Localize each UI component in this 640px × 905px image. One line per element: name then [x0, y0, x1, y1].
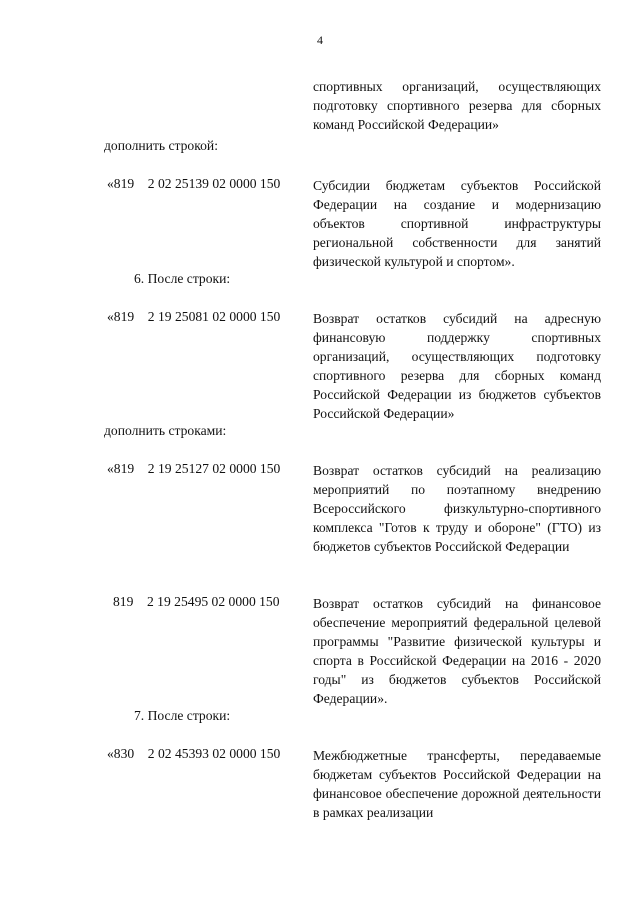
entry-description: Межбюджетные трансферты, передаваемые бюджетам субъектов Российской Федерации на финансовое обеспечение дорожной деятельности в рамках реализации	[313, 748, 601, 820]
instruction-add-row: дополнить строкой:	[104, 138, 218, 153]
entry-description: Субсидии бюджетам субъектов Российской Федерации на создание и модернизацию объектов спортивной инфраструктуры региональной собственности для занятий физической культурой и спортом».	[313, 178, 601, 269]
entry-description: Возврат остатков субсидий на реализацию мероприятий по поэтапному внедрению Всероссийского физкультурно-спортивного комплекса "Готов к труду и обороне" (ГТО) из бюджетов субъектов Российской Федерации	[313, 463, 601, 554]
entry-code: «819 2 19 25081 02 0000 150	[107, 309, 281, 324]
entry-description: Возврат остатков субсидий на адресную финансовую поддержку спортивных организаций, осуществляющих подготовку спортивного резерва для сборных команд Российской Федерации из бюджетов субъектов Российской Федерации»	[313, 311, 601, 421]
entry-code: 819 2 19 25495 02 0000 150	[113, 594, 280, 609]
entry-code: «830 2 02 45393 02 0000 150	[107, 746, 281, 761]
instruction-add-rows: дополнить строками:	[104, 423, 227, 438]
entry-code: «819 2 19 25127 02 0000 150	[107, 461, 281, 476]
page-number: 4	[317, 33, 323, 47]
instruction-item-7: 7. После строки:	[134, 708, 231, 723]
entry-description: спортивных организаций, осуществляющих подготовку спортивного резерва для сборных команд Российской Федерации»	[313, 79, 601, 132]
entry-description: Возврат остатков субсидий на финансовое обеспечение мероприятий федеральной целевой программы "Развитие физической культуры и спорта в Российской Федерации на 2016 - 2020 годы" из бюджетов субъектов Российской Федерации».	[313, 596, 601, 706]
entry-code: «819 2 02 25139 02 0000 150	[107, 176, 281, 191]
instruction-item-6: 6. После строки:	[134, 271, 231, 286]
